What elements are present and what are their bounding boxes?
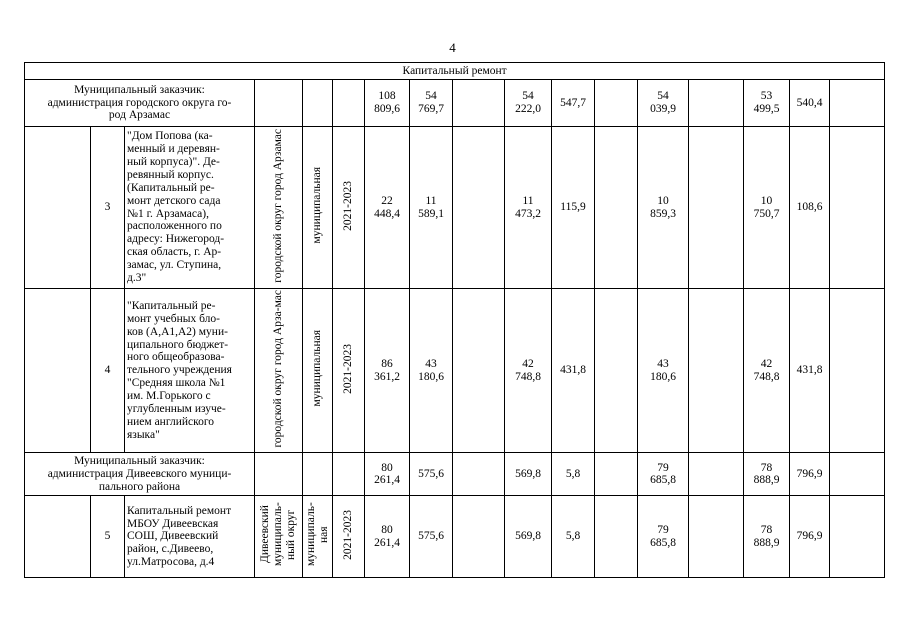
value-c2: [410, 80, 453, 127]
value-c1-line: 22: [381, 194, 393, 207]
value-c5-line: 431,8: [560, 364, 586, 377]
customer-name-line: Муниципальный заказчик:: [74, 455, 205, 468]
customer-row: [25, 80, 885, 127]
value-c2-line: 589,1: [418, 207, 444, 220]
empty-cell: [255, 453, 303, 496]
object-row: [25, 127, 885, 289]
value-c1-line: 108: [378, 90, 396, 103]
municipality: [255, 496, 303, 578]
value-c4: [505, 453, 552, 496]
object-name-line: тельного учреждения: [127, 364, 232, 377]
ownership-text: муниципальная: [311, 330, 324, 408]
value-c5: [552, 289, 595, 453]
empty-cell: [830, 289, 885, 453]
value-c7-line: 10: [657, 194, 669, 207]
value-c2: [410, 289, 453, 453]
value-c1: [365, 453, 410, 496]
object-name-line: (Капитальный ре-: [127, 181, 215, 194]
value-c7-line: 43: [657, 357, 669, 370]
period-text: 2021-2023: [342, 180, 355, 231]
empty-cell: [255, 80, 303, 127]
empty-cell: [303, 453, 333, 496]
object-name-line: им. М.Горького с: [127, 390, 211, 403]
value-c9-line: 42: [760, 357, 773, 370]
value-c10-line: 540,4: [796, 96, 823, 109]
municipality-text: Дивеевский муниципаль-ный округ: [259, 503, 297, 567]
value-c7-line: 79: [657, 461, 669, 474]
value-c8: [689, 80, 744, 127]
value-c4-line: 569,8: [515, 530, 541, 543]
period: [333, 496, 365, 578]
value-c4: [505, 127, 552, 289]
page-number: 4: [449, 40, 456, 55]
value-c7: [638, 496, 689, 578]
value-c5: [552, 127, 595, 289]
value-c1-line: 261,4: [374, 536, 400, 549]
empty-cell: [25, 496, 91, 578]
object-name-line: СОШ, Дивеевский: [127, 530, 219, 543]
empty-cell: [830, 127, 885, 289]
period: [333, 289, 365, 453]
value-c6: [595, 496, 638, 578]
ownership: [303, 496, 333, 578]
object-name-line: монт учебных бло-: [127, 312, 220, 325]
section-title: Капитальный ремонт: [25, 63, 885, 80]
ownership-text: муниципаль-ная: [305, 503, 330, 567]
object-name-line: №1 г. Арзамаса),: [127, 207, 209, 220]
object-name-line: ципального бюджет-: [127, 338, 229, 351]
value-c1-line: 809,6: [374, 103, 400, 115]
value-c2-line: 769,7: [418, 103, 444, 115]
value-c10: [790, 127, 830, 289]
object-name-line: менный и деревян-: [127, 143, 220, 156]
ownership: [303, 127, 333, 289]
ownership-text: муниципальная: [311, 167, 324, 244]
value-c10: [790, 453, 830, 496]
empty-cell: [830, 453, 885, 496]
object-name-line: языка": [127, 428, 160, 441]
municipality: [255, 127, 303, 289]
value-c2-line: 180,6: [418, 370, 444, 383]
object-name-line: Капитальный ремонт: [127, 504, 232, 517]
value-c1: [365, 127, 410, 289]
object-name-line: "Средняя школа №1: [127, 377, 226, 390]
value-c9: [744, 453, 790, 496]
value-c8: [689, 453, 744, 496]
object-index: 3: [91, 127, 125, 289]
empty-cell: [25, 127, 91, 289]
object-name-line: углубленным изуче-: [127, 402, 226, 415]
object-row: [25, 289, 885, 453]
value-c7: [638, 80, 689, 127]
value-c10-line: 796,9: [796, 467, 823, 480]
value-c5-line: 5,8: [565, 530, 581, 543]
value-c1-line: 86: [381, 357, 393, 370]
value-c5: [552, 80, 595, 127]
value-c6: [595, 453, 638, 496]
object-name-line: "Дом Попова (ка-: [127, 130, 213, 143]
value-c9-line: 748,8: [753, 370, 780, 383]
object-name-line: ный корпуса)". Де-: [127, 156, 220, 168]
value-c7-line: 79: [657, 523, 669, 536]
section-header-row: [25, 63, 885, 80]
value-c10: [790, 289, 830, 453]
object-index: 4: [91, 289, 125, 453]
value-c7-line: 685,8: [650, 536, 676, 549]
municipality-text: городской округ город Арзамас: [272, 128, 285, 283]
object-name-line: адресу: Нижегород-: [127, 233, 225, 246]
object-index: 5: [91, 496, 125, 578]
value-c10-line: 796,9: [796, 530, 823, 543]
value-c9-line: 78: [760, 523, 773, 536]
value-c1-line: 80: [381, 523, 393, 536]
value-c5: [552, 496, 595, 578]
period-text: 2021-2023: [342, 509, 355, 560]
value-c4-line: 222,0: [515, 103, 541, 115]
municipality-text: городской округ город Арза-мас: [272, 290, 285, 448]
value-c9: [744, 127, 790, 289]
value-c9-line: 888,9: [753, 474, 780, 487]
object-name-line: монт детского сада: [127, 194, 221, 207]
empty-cell: [333, 80, 365, 127]
empty-cell: [830, 80, 885, 127]
object-name-line: замас, ул. Ступина,: [127, 259, 222, 271]
value-c7-line: 685,8: [650, 474, 676, 487]
value-c5-line: 5,8: [565, 467, 581, 480]
value-c8: [689, 496, 744, 578]
value-c10-line: 108,6: [796, 201, 823, 214]
value-c2: [410, 127, 453, 289]
value-c7: [638, 289, 689, 453]
empty-cell: [303, 80, 333, 127]
value-c10: [790, 80, 830, 127]
value-c10-line: 431,8: [796, 364, 823, 377]
customer-name-line: Муниципальный заказчик:: [74, 83, 205, 96]
customer-name-line: администрация Дивеевского муници-: [47, 467, 232, 480]
value-c10: [790, 496, 830, 578]
empty-cell: [333, 453, 365, 496]
value-c9-line: 53: [760, 90, 773, 103]
value-c4-line: 11: [522, 194, 534, 207]
value-c5-line: 115,9: [560, 201, 586, 214]
value-c4-line: 42: [522, 357, 534, 370]
value-c4: [505, 289, 552, 453]
object-name-line: ул.Матросова, д.4: [127, 556, 215, 569]
value-c9-line: 750,7: [753, 207, 780, 220]
object-name: [125, 127, 255, 289]
value-c7: [638, 127, 689, 289]
customer-name-line: род Арзамас: [108, 109, 171, 122]
value-c7-line: 859,3: [650, 207, 676, 220]
value-c1-line: 261,4: [374, 474, 400, 487]
object-name-line: ного общеобразова-: [127, 351, 225, 364]
ownership: [303, 289, 333, 453]
value-c4-line: 473,2: [515, 207, 541, 220]
value-c4: [505, 496, 552, 578]
value-c9: [744, 80, 790, 127]
value-c2-line: 11: [425, 194, 437, 207]
capital-repair-table: [24, 62, 885, 578]
value-c2: [410, 453, 453, 496]
value-c4: [505, 80, 552, 127]
object-name: [125, 289, 255, 453]
value-c9-line: 78: [760, 461, 773, 474]
value-c9: [744, 496, 790, 578]
value-c2-line: 575,6: [418, 467, 444, 480]
value-c3: [453, 453, 505, 496]
value-c2: [410, 496, 453, 578]
object-name-line: ская область, г. Ар-: [127, 246, 222, 259]
value-c6: [595, 80, 638, 127]
value-c5-line: 547,7: [560, 96, 586, 109]
customer-name-line: пального района: [98, 480, 181, 493]
period: [333, 127, 365, 289]
empty-cell: [25, 289, 91, 453]
object-name-line: ревянный корпус.: [127, 168, 214, 181]
value-c2-line: 575,6: [418, 530, 444, 543]
value-c7: [638, 453, 689, 496]
object-name-line: нием английского: [127, 415, 215, 428]
value-c9: [744, 289, 790, 453]
customer-name-line: администрация городского округа го-: [47, 96, 232, 109]
value-c1-line: 80: [381, 461, 393, 474]
value-c4-line: 54: [522, 90, 534, 103]
value-c4-line: 748,8: [515, 370, 541, 383]
value-c6: [595, 289, 638, 453]
object-name-line: д.3": [127, 271, 147, 284]
value-c1: [365, 496, 410, 578]
customer-row: [25, 453, 885, 496]
value-c8: [689, 127, 744, 289]
value-c8: [689, 289, 744, 453]
value-c1-line: 448,4: [374, 207, 400, 220]
value-c1: [365, 289, 410, 453]
table-body: [25, 63, 885, 578]
value-c5: [552, 453, 595, 496]
object-name-line: расположенного по: [127, 220, 222, 233]
value-c3: [453, 496, 505, 578]
object-name-line: ков (А,А1,А2) муни-: [127, 325, 228, 338]
object-name-line: район, с.Дивеево,: [127, 543, 214, 556]
value-c7-line: 180,6: [650, 370, 676, 383]
customer-name: [25, 453, 255, 496]
value-c9-line: 499,5: [753, 103, 780, 115]
value-c3: [453, 127, 505, 289]
value-c9-line: 888,9: [753, 536, 780, 549]
object-name: [125, 496, 255, 578]
object-name-line: "Капитальный ре-: [127, 299, 216, 312]
value-c2-line: 43: [425, 357, 437, 370]
customer-name: [25, 80, 255, 127]
value-c3: [453, 289, 505, 453]
value-c6: [595, 127, 638, 289]
empty-cell: [830, 496, 885, 578]
municipality: [255, 289, 303, 453]
value-c1-line: 361,2: [374, 370, 400, 383]
value-c7-line: 039,9: [650, 103, 676, 115]
object-row: [25, 496, 885, 578]
period-text: 2021-2023: [342, 343, 355, 394]
value-c1: [365, 80, 410, 127]
value-c3: [453, 80, 505, 127]
object-name-line: МБОУ Дивеевская: [127, 517, 219, 530]
value-c9-line: 10: [760, 194, 773, 207]
value-c7-line: 54: [657, 90, 669, 103]
value-c4-line: 569,8: [515, 467, 541, 480]
value-c2-line: 54: [425, 90, 437, 103]
